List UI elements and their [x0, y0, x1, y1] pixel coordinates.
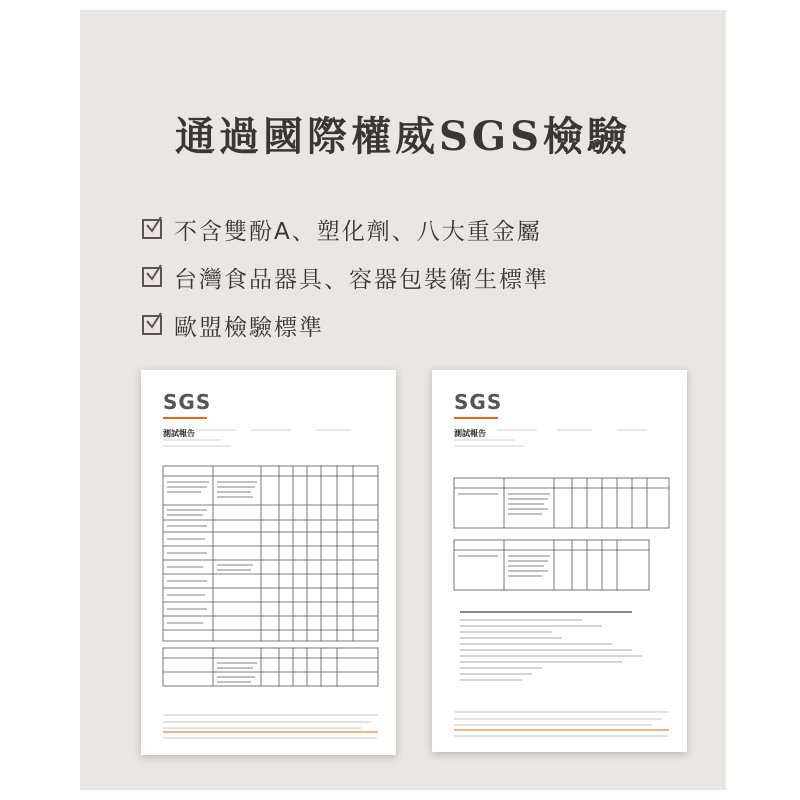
checkbox-checked-icon [142, 267, 162, 287]
background-panel [80, 10, 726, 790]
checklist-item-label: 台灣食品器具、容器包裝衛生標準 [174, 266, 549, 293]
report-table-graphic [432, 370, 687, 752]
page-title: 通過國際權威SGS檢驗 [175, 113, 631, 160]
sgs-logo: SGS [454, 390, 503, 414]
feature-checklist [142, 207, 549, 351]
sgs-report-sheet-left [141, 370, 396, 755]
checkbox-checked-icon [142, 315, 162, 335]
report-heading: 測試報告 [163, 429, 195, 438]
checkbox-checked-icon [142, 219, 162, 239]
checklist-item [142, 303, 549, 347]
checklist-item-label: 不含雙酚A、塑化劑、八大重金屬 [174, 218, 542, 245]
report-heading: 測試報告 [454, 429, 486, 438]
sgs-logo: SGS [163, 390, 212, 414]
sgs-report-sheet-right [432, 370, 687, 752]
report-table-graphic [141, 370, 396, 755]
checklist-item [142, 207, 549, 251]
checklist-item [142, 255, 549, 299]
checklist-item-label: 歐盟檢驗標準 [174, 314, 324, 341]
